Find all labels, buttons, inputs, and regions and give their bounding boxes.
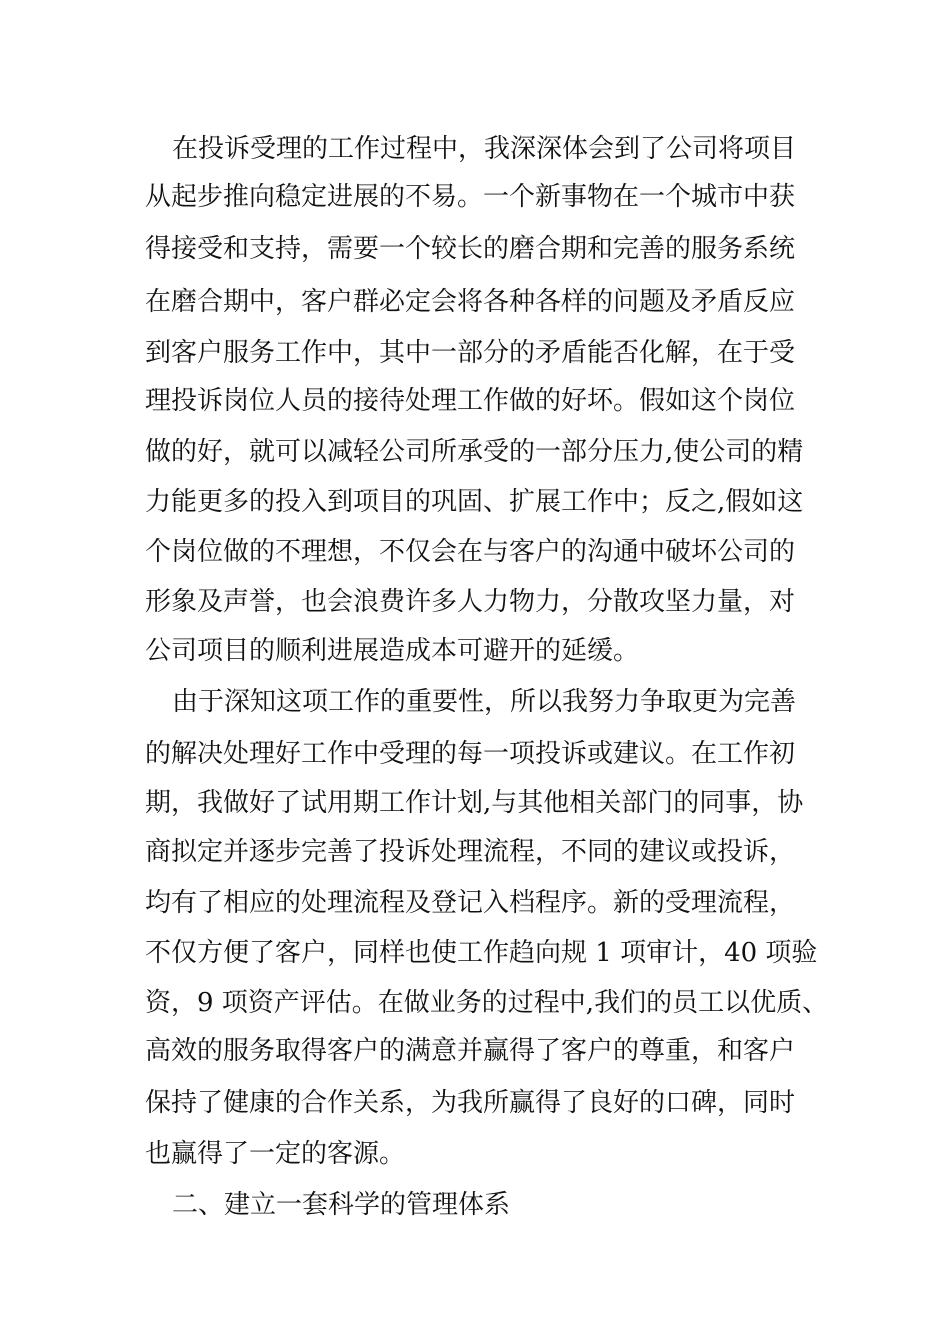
paragraph-1-line-5: 到客户服务工作中，其中一部分的矛盾能否化解，在于受 (145, 338, 796, 368)
paragraph-2-line-2: 的解决处理好工作中受理的每一项投诉或建议。在工作初 (145, 739, 796, 769)
section-heading: 二、建立一套科学的管理体系 (172, 1190, 511, 1220)
paragraph-1-line-9: 个岗位做的不理想，不仅会在与客户的沟通中破坏公司的 (145, 537, 796, 567)
paragraph-1-line-6: 理投诉岗位人员的接待处理工作做的好坏。假如这个岗位 (145, 386, 796, 416)
paragraph-2-line-9: 保持了健康的合作关系，为我所赢得了良好的口碑，同时 (145, 1088, 796, 1118)
paragraph-1-line-7: 做的好，就可以减轻公司所承受的一部分压力,使公司的精 (145, 437, 804, 467)
paragraph-2-line-10: 也赢得了一定的客源。 (145, 1139, 406, 1169)
paragraph-1-line-4: 在磨合期中，客户群必定会将各种各样的问题及矛盾反应 (145, 287, 796, 317)
paragraph-1-line-10: 形象及声誉，也会浪费许多人力物力，分散攻坚力量，对 (145, 587, 796, 617)
paragraph-1-line-8: 力能更多的投入到项目的巩固、扩展工作中；反之,假如这 (145, 487, 804, 517)
paragraph-2-line-3: 期，我做好了试用期工作计划,与其他相关部门的同事，协 (145, 788, 804, 818)
paragraph-2-line-1: 由于深知这项工作的重要性，所以我努力争取更为完善 (172, 687, 797, 717)
paragraph-1-line-3: 得接受和支持，需要一个较长的磨合期和完善的服务系统 (145, 234, 796, 264)
paragraph-1-line-11: 公司项目的顺利进展造成本可避开的延缓。 (145, 636, 640, 666)
paragraph-2-line-7: 资，9 项资产评估。在做业务的过程中,我们的员工以优质、 (145, 988, 829, 1018)
paragraph-2-line-4: 商拟定并逐步完善了投诉处理流程，不同的建议或投诉， (145, 837, 796, 867)
paragraph-2-line-5: 均有了相应的处理流程及登记入档程序。新的受理流程， (145, 888, 796, 918)
paragraph-1-line-1: 在投诉受理的工作过程中，我深深体会到了公司将项目 (172, 134, 797, 164)
paragraph-2-line-6: 不仅方便了客户，同样也使工作趋向规 1 项审计，40 项验 (145, 938, 818, 968)
paragraph-2-line-8: 高效的服务取得客户的满意并赢得了客户的尊重，和客户 (145, 1036, 796, 1066)
paragraph-1-line-2: 从起步推向稳定进展的不易。一个新事物在一个城市中获 (145, 182, 796, 212)
